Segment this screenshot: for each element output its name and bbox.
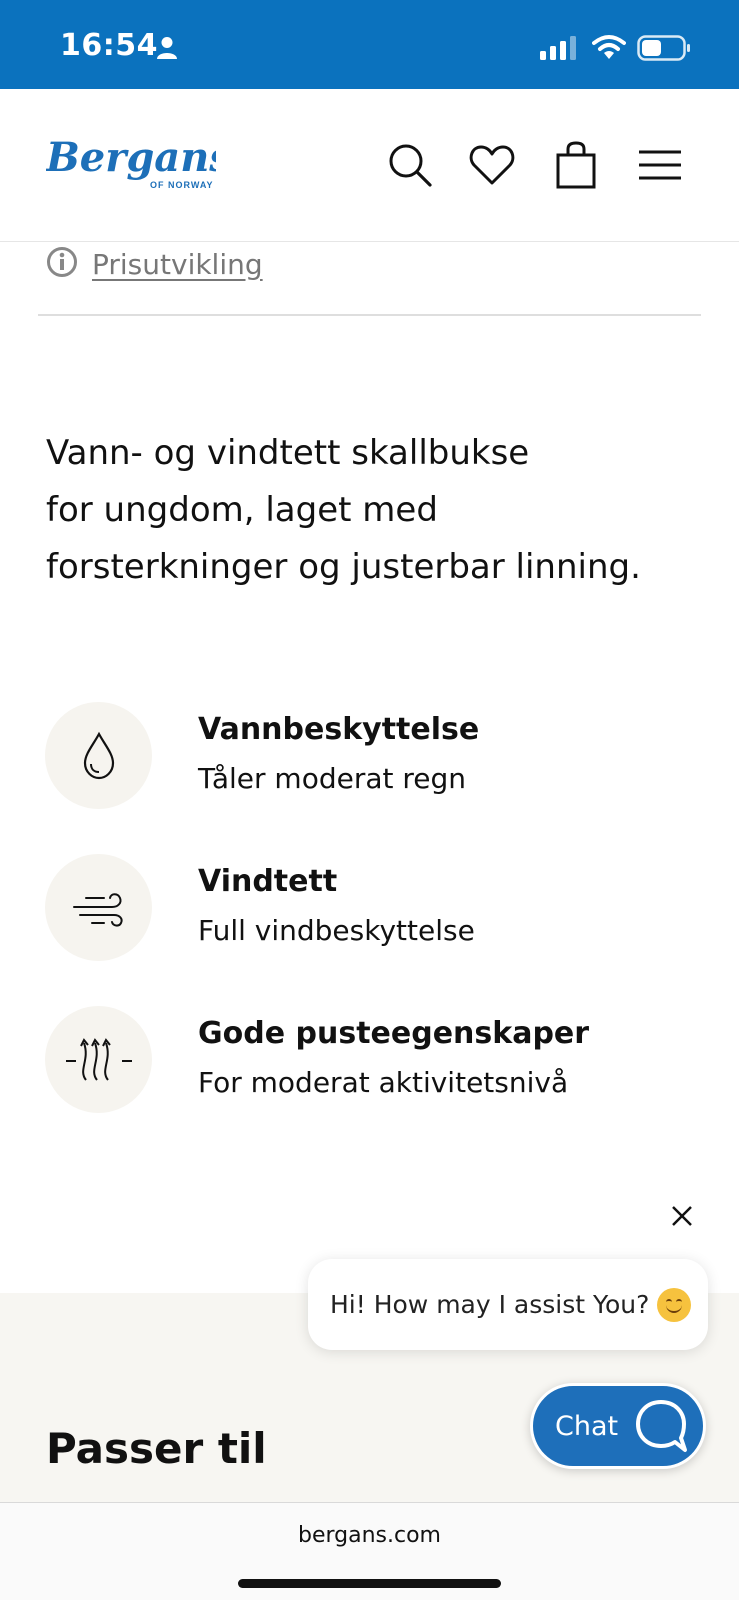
search-icon[interactable] [384,139,436,191]
price-history-row[interactable] [46,246,263,282]
product-description [46,425,696,596]
description-line: forsterkninger og justerbar linning. [46,547,641,587]
cellular-signal-icon [540,36,578,64]
section-heading: Passer til [46,1424,267,1473]
feature-item-breathable [45,1006,705,1114]
info-icon [46,246,78,282]
svg-text:OF NORWAY: OF NORWAY [150,180,214,190]
chat-greeting-bubble[interactable] [308,1259,708,1350]
feature-item-water-protection [45,702,705,810]
feature-subtitle: Full vindbeskyttelse [198,914,475,947]
url-text[interactable]: bergans.com [298,1523,441,1548]
feature-item-windproof [45,854,705,962]
bergans-logo[interactable] [46,133,216,197]
divider [38,314,701,316]
battery-icon [637,35,691,65]
close-chat-popup-button[interactable] [664,1198,700,1234]
chat-bubble-icon [633,1398,689,1458]
wifi-icon [592,34,626,64]
breathable-icon [45,1006,152,1113]
feature-title: Vannbeskyttelse [198,712,480,747]
close-icon [670,1204,694,1228]
chat-greeting-text: Hi! How may I assist You? [330,1290,650,1319]
description-line: for ungdom, laget med [46,490,438,530]
description-line: Vann- og vindtett skallbukse [46,433,530,473]
water-drop-icon [45,702,152,809]
wind-icon [45,854,152,961]
site-header [0,89,739,242]
chat-button[interactable] [530,1383,706,1469]
feature-subtitle: For moderat aktivitetsnivå [198,1066,569,1099]
smiling-face-icon [657,1288,691,1322]
browser-url-bar[interactable] [0,1502,739,1600]
heart-icon[interactable] [466,139,518,191]
svg-text:Bergans: Bergans [46,134,216,181]
menu-icon[interactable] [634,139,686,191]
home-indicator[interactable] [238,1579,501,1588]
feature-subtitle: Tåler moderat regn [198,762,467,795]
price-history-link[interactable]: Prisutvikling [92,247,263,281]
shopping-bag-icon[interactable] [550,139,602,191]
status-time: 16:54 [60,28,158,63]
feature-title: Vindtett [198,864,338,899]
chat-button-label: Chat [555,1410,619,1442]
status-bar [0,0,739,89]
feature-title: Gode pusteegenskaper [198,1016,590,1051]
person-icon [156,36,178,64]
